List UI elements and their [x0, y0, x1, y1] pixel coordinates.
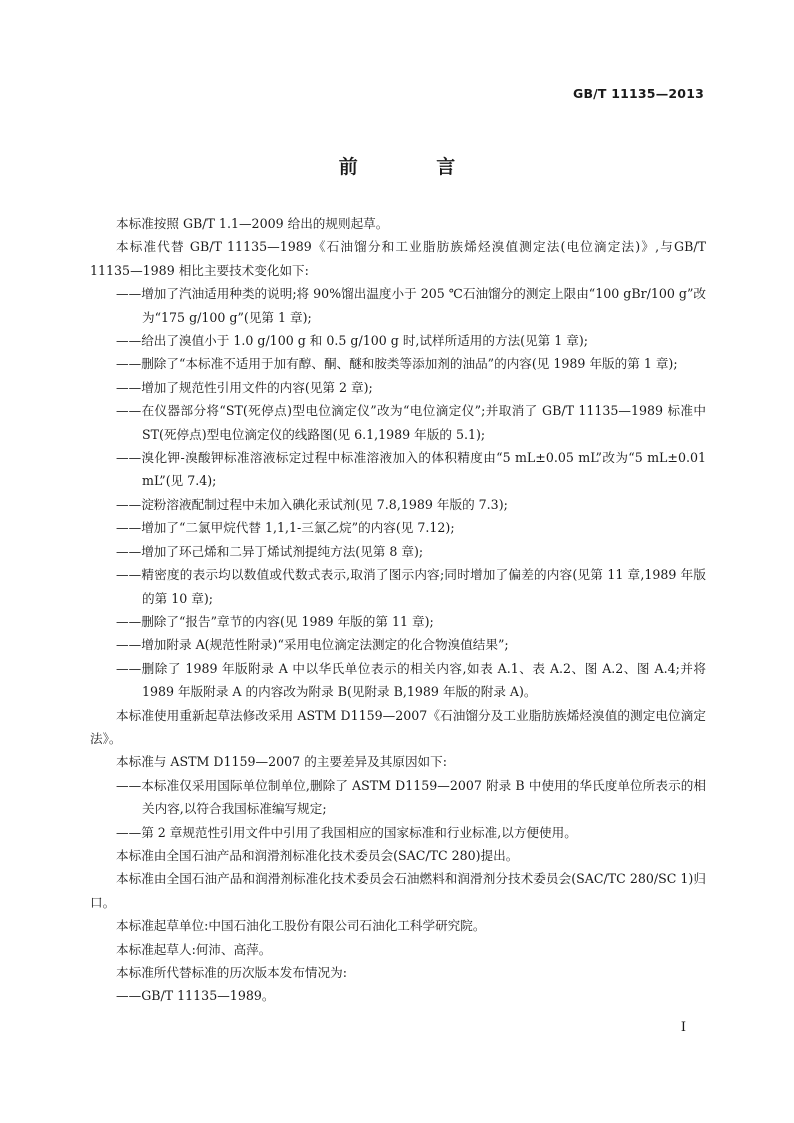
list-item: ——增加附录 A(规范性附录)“采用电位滴定法测定的化合物溴值结果”;: [116, 637, 509, 653]
list-item: ——第 2 章规范性引用文件中引用了我国相应的国家标准和行业标准,以方便使用。: [116, 824, 577, 840]
list-item: ——增加了汽油适用种类的说明;将 90%馏出温度小于 205 ℃石油馏分的测定上限由“100 gBr/100 g”改为“175 g/100 g”(见第 1 章);: [116, 286, 706, 325]
list-item: ——增加了规范性引用文件的内容(见第 2 章);: [116, 379, 373, 395]
paragraph: 本标准起草人:何沛、高萍。: [116, 941, 272, 957]
list-item: ——淀粉溶液配制过程中未加入碘化汞试剂(见 7.8,1989 年版的 7.3);: [116, 496, 508, 512]
paragraph: 本标准所代替标准的历次版本发布情况为:: [116, 965, 347, 980]
list-item: ——增加了“二氯甲烷代替 1,1,1-三氯乙烷”的内容(见 7.12);: [116, 520, 455, 536]
paragraph: 本标准起草单位:中国石油化工股份有限公司石油化工科学研究院。: [116, 918, 486, 934]
list-item: ——GB/T 11135—1989。: [116, 988, 275, 1004]
foreword-body: [90, 212, 706, 1008]
paragraph: 本标准使用重新起草法修改采用 ASTM D1159—2007《石油馏分及工业脂肪族烯烃溴值的测定电位滴定法》。: [90, 707, 706, 746]
list-item: ——增加了环己烯和二异丁烯试剂提纯方法(见第 8 章);: [116, 543, 424, 559]
list-item: ——给出了溴值小于 1.0 g/100 g 和 0.5 g/100 g 时,试样所适用的方法(见第 1 章);: [116, 333, 589, 349]
list-item: ——溴化钾-溴酸钾标准溶液标定过程中标准溶液加入的体积精度由“5 mL±0.05 mL”改为“5 mL±0.01 mL”(见 7.4);: [116, 450, 706, 489]
page-title: 前 言: [338, 156, 492, 178]
page-number: I: [680, 1020, 686, 1035]
list-item: ——精密度的表示均以数值或代数式表示,取消了图示内容;同时增加了偏差的内容(见第 11 章,1989 年版的第 10 章);: [116, 567, 706, 606]
list-item: ——删除了 1989 年版附录 A 中以华氏单位表示的相关内容,如表 A.1、表 A.2、图 A.2、图 A.4;并将 1989 年版附录 A 的内容改为附录 B(见附录 B,1989 年版的附录 A)。: [116, 660, 706, 700]
standard-code: GB/T 11135—2013: [572, 86, 704, 101]
paragraph: 本标准按照 GB/T 1.1—2009 给出的规则起草。: [116, 216, 389, 231]
list-item: ——删除了“报告”章节的内容(见 1989 年版的第 11 章);: [116, 613, 434, 629]
paragraph: 本标准与 ASTM D1159—2007 的主要差异及其原因如下:: [116, 754, 447, 770]
paragraph: 本标准由全国石油产品和润滑剂标准化技术委员会石油燃料和润滑剂分技术委员会(SAC/TC 280/SC 1)归口。: [90, 871, 706, 910]
list-item: ——本标准仅采用国际单位制单位,删除了 ASTM D1159—2007 附录 B 中使用的华氏度单位所表示的相关内容,以符合我国标准编写规定;: [116, 777, 706, 817]
list-item: ——在仪器部分将“ST(死停点)型电位滴定仪”改为“电位滴定仪”;并取消了 GB/T 11135—1989 标准中 ST(死停点)型电位滴定仪的线路图(见 6.1,1989 年版的 5.1);: [116, 403, 706, 442]
paragraph: 本标准代替 GB/T 11135—1989《石油馏分和工业脂肪族烯烃溴值测定法(电位滴定法)》,与GB/T 11135—1989 相比主要技术变化如下:: [90, 239, 706, 278]
paragraph: 本标准由全国石油产品和润滑剂标准化技术委员会(SAC/TC 280)提出。: [116, 847, 519, 863]
list-item: ——删除了“本标准不适用于加有醇、酮、醚和胺类等添加剂的油品”的内容(见 1989 年版的第 1 章);: [116, 356, 678, 372]
